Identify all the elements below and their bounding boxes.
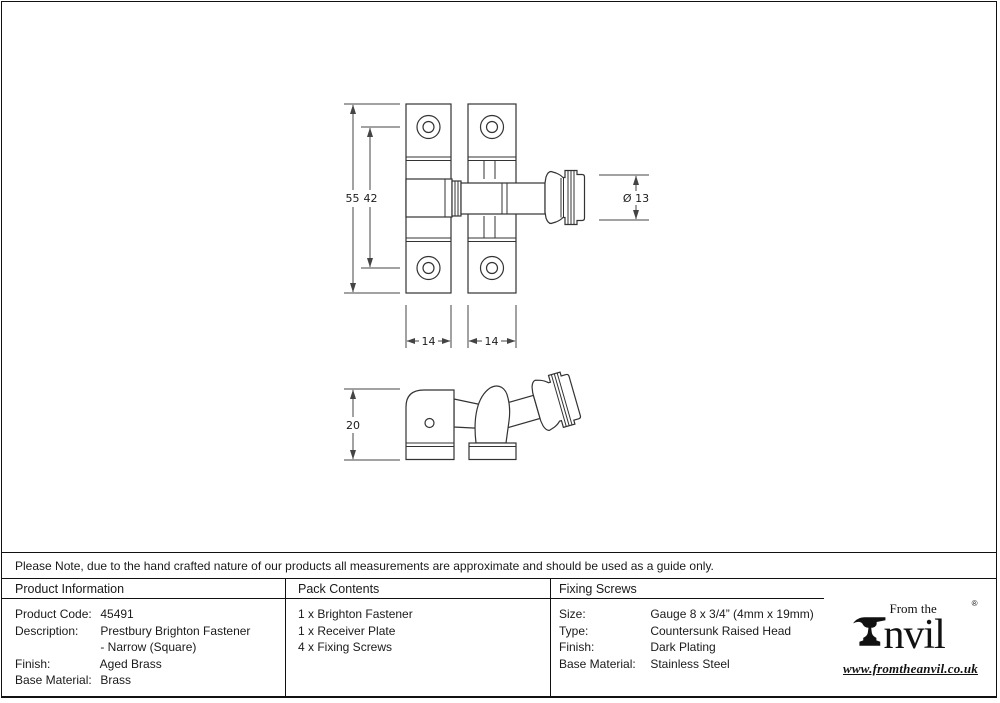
table-row: Base Material: Brass	[15, 673, 132, 687]
fixing-screws-cell	[550, 579, 824, 697]
dim-20: 20	[346, 419, 360, 432]
receiver-base	[469, 443, 516, 460]
table-row: Description: Prestbury Brighton Fastener	[15, 623, 251, 638]
logo-from-the: From the	[889, 601, 937, 616]
table-row: Product Code: 45491	[15, 607, 134, 621]
dim-55: 55	[345, 192, 360, 205]
table-row: Base Material: Stainless Steel	[559, 656, 730, 671]
receiver-hump	[475, 386, 510, 443]
dim-14-left: 14	[421, 335, 436, 348]
list-item: 1 x Brighton Fastener	[298, 607, 413, 621]
table-row: Finish: Dark Plating	[559, 640, 716, 654]
latch-bar	[461, 183, 545, 214]
front-view	[406, 104, 585, 293]
table-row: - Narrow (Square)	[100, 640, 197, 654]
side-view	[406, 370, 582, 459]
list-item: 4 x Fixing Screws	[298, 640, 393, 654]
from-the-anvil-logo	[836, 601, 986, 677]
table-row: Finish: Aged Brass	[15, 656, 162, 671]
pack-contents-cell	[285, 579, 550, 697]
logo-anvil-word: nvil	[883, 612, 945, 658]
product-information-header: Product Information	[2, 579, 285, 599]
dim-knob-diameter: Ø 13	[622, 192, 650, 205]
logo-website-url: www.fromtheanvil.co.uk	[842, 661, 979, 676]
table-row: Type: Countersunk Raised Head	[559, 623, 792, 638]
pack-contents-header: Pack Contents	[286, 579, 550, 599]
fixing-screws-header: Fixing Screws	[551, 579, 824, 599]
table-row: Size: Gauge 8 x 3/4” (4mm x 19mm)	[559, 607, 814, 621]
dim-14-right: 14	[484, 335, 499, 348]
product-information-cell	[2, 579, 285, 697]
dim-42: 42	[363, 192, 378, 205]
knob-front	[545, 171, 585, 225]
registered-trademark-icon: ®	[971, 599, 978, 608]
measurement-note: Please Note, due to the hand crafted nature of our products all measurements are approximate and should be used as a guide only.	[2, 552, 996, 578]
anvil-icon	[852, 615, 886, 647]
product-info-table	[2, 578, 996, 697]
list-item: 1 x Receiver Plate	[298, 623, 396, 638]
